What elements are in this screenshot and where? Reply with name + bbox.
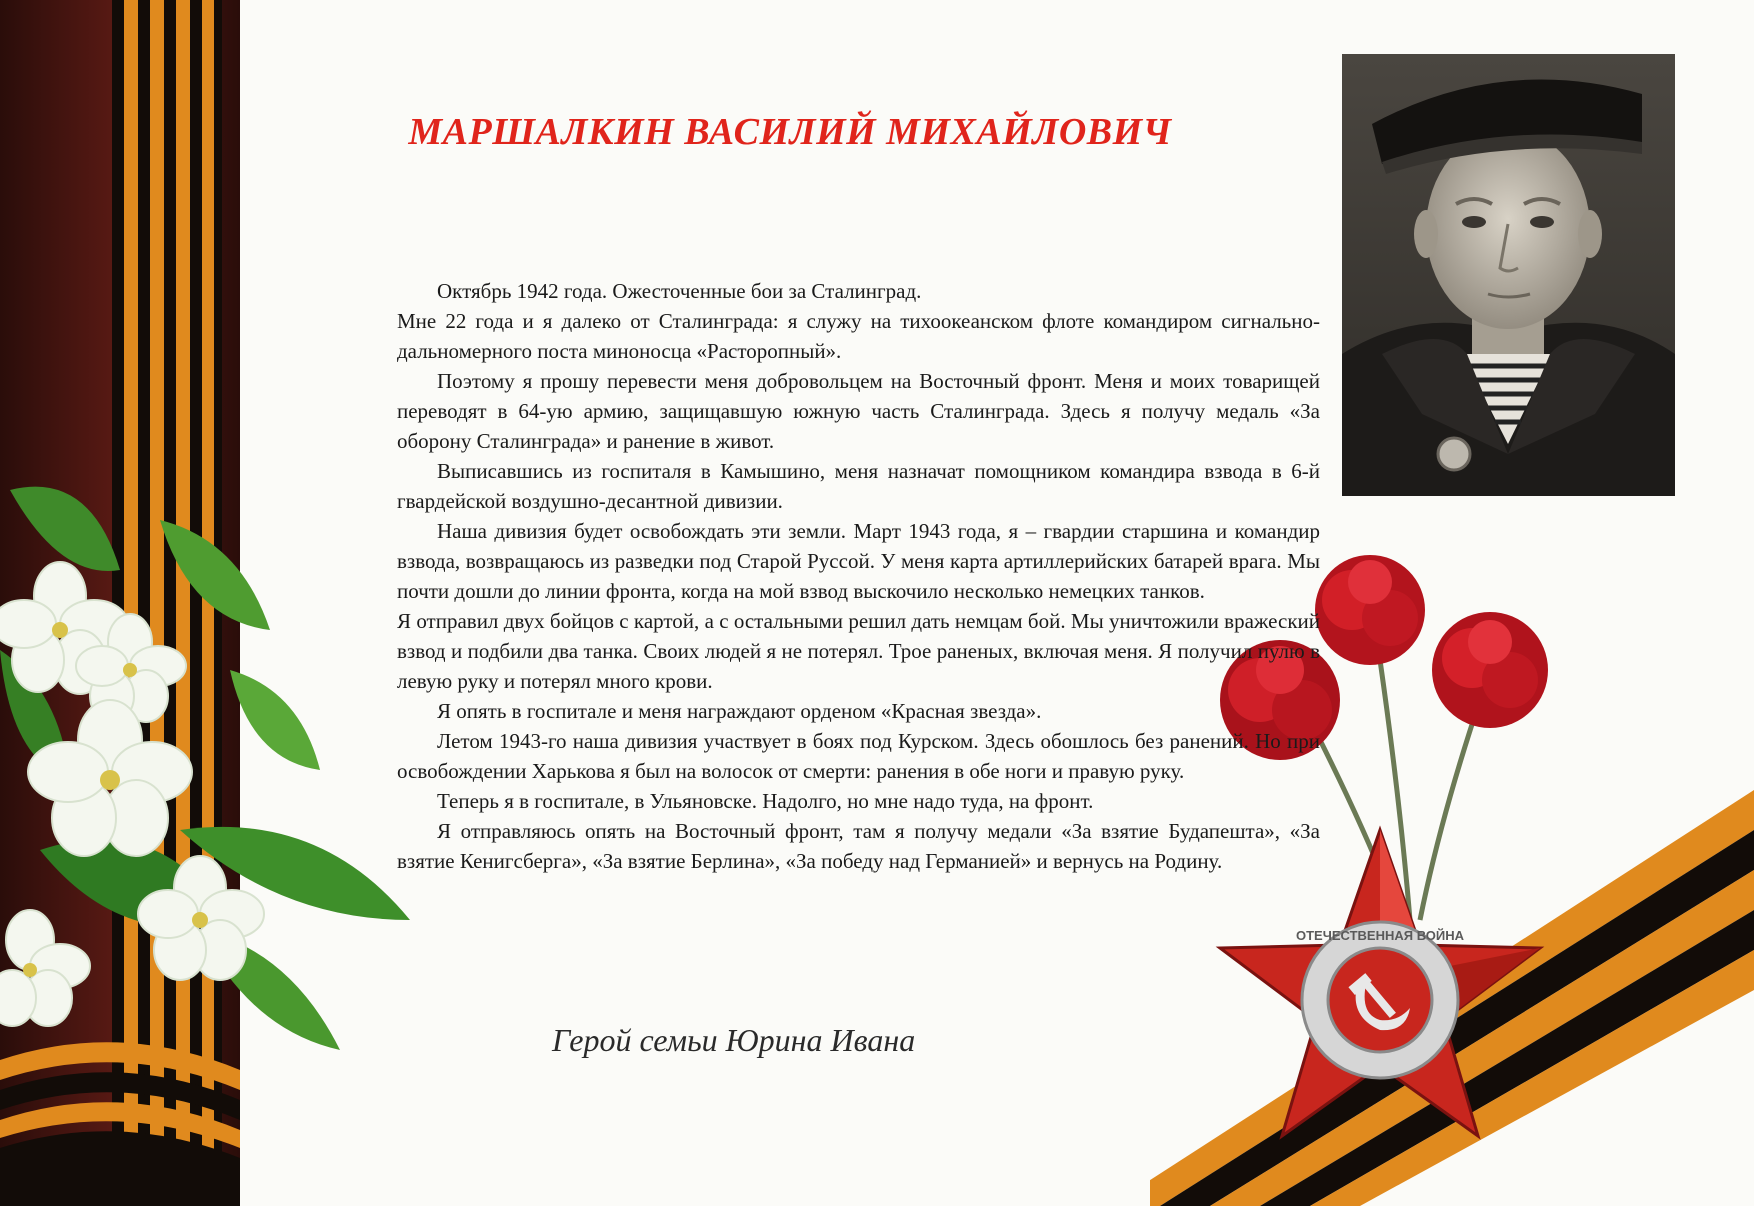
paragraph: Я отправил двух бойцов с картой, а с остальными решил дать немцам бой. Мы уничтожили вражеский взвод и подбили два танка. Своих людей я не потерял. Трое раненых, включая меня. Я получил пулю в левую руку и потерял много крови. [397, 609, 1320, 693]
medal-inscription: ОТЕЧЕСТВЕННАЯ ВОЙНА [1295, 928, 1465, 943]
page-title: МАРШАЛКИН ВАСИЛИЙ МИХАЙЛОВИЧ [408, 111, 1172, 153]
sailor-portrait-image [1342, 54, 1675, 496]
paragraph: Летом 1943-го наша дивизия участвует в боях под Курском. Здесь обошлось без ранений. Но при освобождении Харькова я был на волосок от смерти: ранения в обе ноги и правую руку. [397, 729, 1320, 783]
paragraph: Выписавшись из госпиталя в Камышино, меня назначат помощником командира взвода в 6-й гвардейской воздушно-десантной дивизии. [397, 459, 1320, 513]
paragraph: Я отправляюсь опять на Восточный фронт, там я получу медали «За взятие Будапешта», «За взятие Кенигсберга», «За взятие Берлина», «За победу над Германией» и вернусь на Родину. [397, 819, 1320, 873]
paragraph: Поэтому я прошу перевести меня добровольцем на Восточный фронт. Меня и моих товарищей переводят в 64-ую армию, защищавшую южную часть Сталинграда. Здесь я получу медаль «За оборону Сталинграда» и ранение в живот. [397, 369, 1320, 453]
sailor-portrait [1342, 54, 1675, 496]
paragraph: Я опять в госпитале и меня награждают орденом «Красная звезда». [437, 699, 1042, 723]
paragraph: Теперь я в госпитале, в Ульяновске. Надолго, но мне надо туда, на фронт. [437, 789, 1094, 813]
paragraph: Наша дивизия будет освобождать эти земли. Март 1943 года, я – гвардии старшина и командир взвода, возвращаюсь из разведки под Старой Руссой. У меня карта артиллерийских батарей врага. Мы почти дошли до линии фронта, когда на мой взвод выскочило несколько немецких танков. [397, 519, 1320, 603]
signature-line: Герой семьи Юрина Ивана [552, 1022, 916, 1058]
biography-text [397, 276, 1320, 876]
paragraph: Октябрь 1942 года. Ожесточенные бои за Сталинград. [437, 279, 922, 303]
paragraph: Мне 22 года и я далеко от Сталинграда: я служу на тихоокеанском флоте командиром сигнально-дальномерного поста миноносца «Расторопный». [397, 309, 1320, 363]
white-blossom-branch [0, 450, 420, 1070]
